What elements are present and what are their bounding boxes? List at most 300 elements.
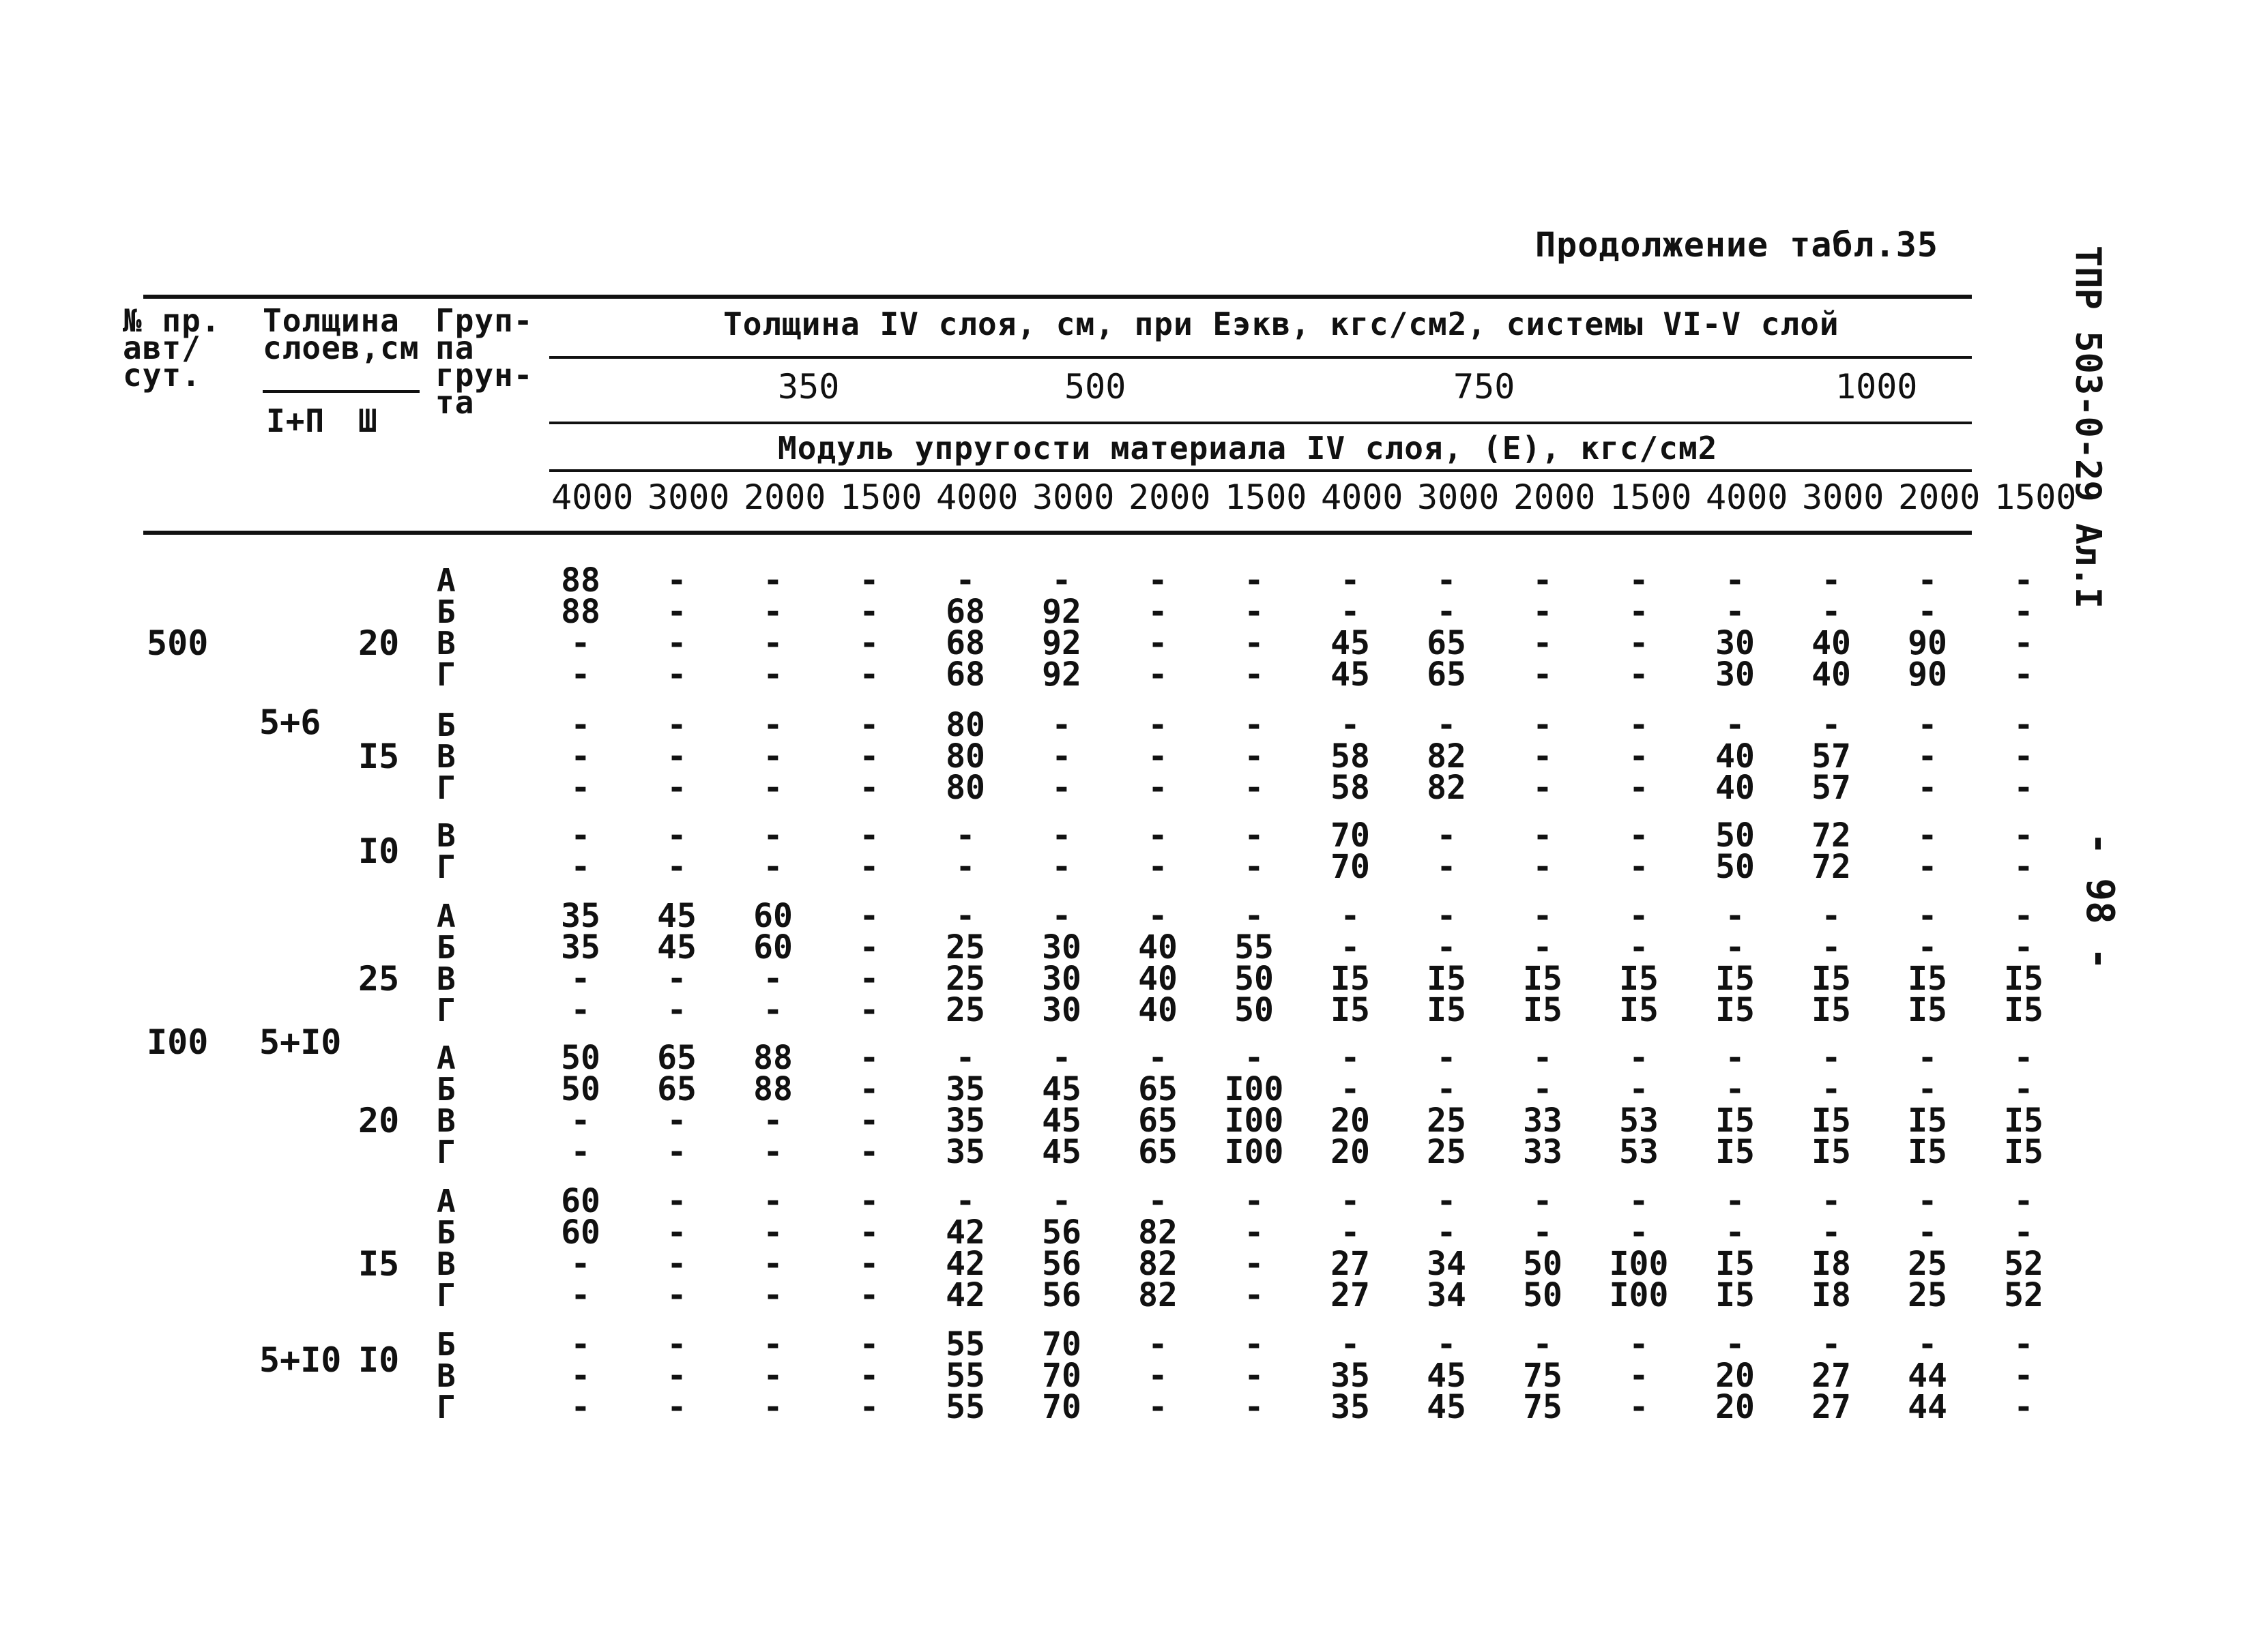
table-cell: I5 — [1715, 1133, 1755, 1171]
table-cell: 55 — [1234, 928, 1274, 967]
table-cell: - — [1532, 816, 1553, 855]
rule-thickness-sub — [263, 390, 420, 393]
table-cell: - — [859, 1182, 879, 1220]
table-cell: - — [1148, 624, 1168, 662]
table-cell: 88 — [753, 1039, 793, 1077]
value-column — [1120, 706, 1195, 807]
table-cell: - — [1340, 1039, 1360, 1077]
table-cell: I5 — [2004, 960, 2043, 998]
modulus-value: 4000 — [1321, 477, 1403, 517]
value-column — [639, 561, 714, 694]
table-cell: I00 — [1224, 1133, 1284, 1171]
table-cell: - — [667, 1133, 687, 1171]
table-cell: - — [859, 1276, 879, 1314]
table-cell: - — [1532, 737, 1553, 776]
eekv-1000: 1000 — [1835, 367, 1918, 407]
eekv-500: 500 — [1064, 367, 1126, 407]
table-cell: - — [1148, 848, 1168, 886]
table-cell: - — [1340, 1325, 1360, 1363]
table-cell: 50 — [1523, 1276, 1562, 1314]
thickness-3-value: I0 — [358, 831, 400, 871]
thickness-3-value: 25 — [358, 959, 400, 999]
soil-group: Г — [437, 849, 456, 885]
table-cell: - — [667, 655, 687, 694]
modulus-value: 1500 — [1225, 477, 1307, 517]
value-column — [1313, 706, 1388, 807]
table-cell: - — [763, 593, 783, 631]
table-cell: - — [1532, 1213, 1553, 1252]
soil-group-column — [437, 898, 456, 1029]
value-column — [1409, 561, 1484, 694]
value-column — [1313, 1039, 1388, 1171]
table-cell: 75 — [1523, 1357, 1562, 1395]
table-cell: - — [1436, 897, 1457, 935]
table-cell: 57 — [1811, 769, 1851, 807]
table-cell: 56 — [1042, 1213, 1081, 1252]
table-cell: - — [1340, 1070, 1360, 1108]
table-cell: - — [1821, 706, 1841, 744]
header-bottom-rule — [143, 531, 1972, 535]
table-cell: 57 — [1811, 737, 1851, 776]
table-cell: - — [570, 706, 591, 744]
table-cell: - — [1725, 1182, 1745, 1220]
value-column — [1794, 561, 1869, 694]
table-cell: 25 — [1427, 1102, 1466, 1140]
value-column — [832, 1182, 907, 1314]
table-cell: - — [1340, 1213, 1360, 1252]
table-cell: 70 — [1042, 1357, 1081, 1395]
value-column — [928, 561, 1003, 694]
table-cell: 25 — [946, 991, 985, 1029]
table-cell: - — [1244, 769, 1264, 807]
table-cell: I5 — [1523, 991, 1562, 1029]
table-cell: 45 — [1427, 1357, 1466, 1395]
table-cell: 44 — [1908, 1357, 1947, 1395]
table-cell: - — [1725, 928, 1745, 967]
header-thickness-12: I+П — [266, 402, 325, 439]
table-cell: - — [1244, 816, 1264, 855]
table-cell: - — [570, 624, 591, 662]
value-column — [1698, 1182, 1773, 1314]
soil-group: А — [437, 1039, 456, 1076]
rule-eekv — [549, 356, 1972, 359]
value-column — [1120, 1325, 1195, 1426]
table-cell: 53 — [1619, 1102, 1659, 1140]
table-cell: 65 — [1138, 1102, 1178, 1140]
table-cell: 56 — [1042, 1276, 1081, 1314]
table-cell: - — [955, 1182, 976, 1220]
table-cell: 53 — [1619, 1133, 1659, 1171]
value-column — [1505, 706, 1580, 807]
table-cell: - — [1629, 1388, 1649, 1426]
table-cell: - — [1148, 1388, 1168, 1426]
table-cell: 50 — [1234, 960, 1274, 998]
table-cell: 65 — [657, 1070, 697, 1108]
table-cell: - — [763, 1388, 783, 1426]
table-cell: - — [1051, 816, 1072, 855]
table-cell: 88 — [561, 561, 600, 600]
table-cell: 45 — [657, 928, 697, 967]
table-cell: - — [1532, 1039, 1553, 1077]
table-cell: - — [570, 1245, 591, 1283]
table-cell: - — [763, 737, 783, 776]
table-cell: 92 — [1042, 624, 1081, 662]
table-cell: I5 — [1715, 1245, 1755, 1283]
soil-group: Б — [437, 1071, 456, 1108]
table-cell: - — [1148, 561, 1168, 600]
value-column — [1313, 1325, 1388, 1426]
table-cell: - — [763, 1245, 783, 1283]
table-cell: - — [1051, 1039, 1072, 1077]
table-cell: 20 — [1330, 1102, 1370, 1140]
soil-group: В — [437, 738, 456, 775]
document-code: ТПР 503-0-29 Ал.I — [2067, 246, 2108, 609]
table-cell: - — [2013, 1213, 2034, 1252]
value-column — [736, 1325, 811, 1426]
table-cell: - — [1629, 593, 1649, 631]
thickness-12-value: 5+I0 — [259, 1022, 342, 1062]
value-column — [1024, 706, 1099, 807]
table-cell: - — [2013, 897, 2034, 935]
table-cell: 58 — [1330, 769, 1370, 807]
table-cell: - — [2013, 1388, 2034, 1426]
table-cell: - — [1436, 1182, 1457, 1220]
soil-group-column — [437, 1039, 456, 1170]
value-column — [1120, 897, 1195, 1029]
table-cell: - — [570, 1388, 591, 1426]
value-column — [1024, 1039, 1099, 1171]
table-cell: 50 — [1715, 816, 1755, 855]
value-column — [1601, 561, 1676, 694]
table-cell: - — [859, 1213, 879, 1252]
table-cell: - — [1244, 1245, 1264, 1283]
table-cell: 42 — [946, 1245, 985, 1283]
table-cell: - — [955, 848, 976, 886]
table-cell: 65 — [1427, 624, 1466, 662]
table-cell: I5 — [1619, 991, 1659, 1029]
table-cell: - — [1340, 1182, 1360, 1220]
table-cell: - — [1917, 593, 1938, 631]
table-cell: - — [1917, 1070, 1938, 1108]
table-cell: - — [955, 897, 976, 935]
table-cell: - — [570, 991, 591, 1029]
table-cell: 27 — [1330, 1276, 1370, 1314]
table-cell: - — [1148, 593, 1168, 631]
table-cell: 56 — [1042, 1245, 1081, 1283]
table-cell: - — [1436, 848, 1457, 886]
table-cell: - — [859, 1388, 879, 1426]
table-cell: - — [1821, 1070, 1841, 1108]
table-cell: - — [1629, 624, 1649, 662]
table-cell: - — [570, 769, 591, 807]
table-cell: - — [1436, 706, 1457, 744]
table-cell: 30 — [1715, 655, 1755, 694]
value-column — [1313, 561, 1388, 694]
value-column — [928, 1182, 1003, 1314]
table-cell: - — [570, 1133, 591, 1171]
value-column — [1986, 1039, 2061, 1171]
table-cell: I5 — [1523, 960, 1562, 998]
value-column — [1890, 706, 1965, 807]
table-cell: - — [1917, 1325, 1938, 1363]
table-cell: I5 — [1330, 960, 1370, 998]
value-column — [928, 897, 1003, 1029]
table-cell: - — [667, 1276, 687, 1314]
value-column — [1794, 706, 1869, 807]
table-cell: I5 — [1715, 991, 1755, 1029]
value-column — [639, 1325, 714, 1426]
value-column — [1024, 1325, 1099, 1426]
table-cell: - — [1244, 1388, 1264, 1426]
value-column — [928, 706, 1003, 807]
soil-group: А — [437, 562, 456, 599]
rule-modulus — [549, 422, 1972, 424]
table-cell: - — [667, 960, 687, 998]
modulus-value: 2000 — [1898, 477, 1981, 517]
table-cell: 65 — [1138, 1070, 1178, 1108]
table-cell: 60 — [561, 1213, 600, 1252]
value-column — [1313, 897, 1388, 1029]
table-cell: 68 — [946, 655, 985, 694]
table-cell: - — [570, 1276, 591, 1314]
table-cell: - — [859, 1102, 879, 1140]
table-cell: - — [859, 593, 879, 631]
value-column — [1024, 816, 1099, 886]
table-cell: 35 — [1330, 1388, 1370, 1426]
table-cell: 45 — [1042, 1133, 1081, 1171]
table-cell: - — [1244, 897, 1264, 935]
table-cell: - — [667, 816, 687, 855]
table-cell: I5 — [1427, 960, 1466, 998]
value-column — [1505, 816, 1580, 886]
table-cell: - — [1148, 769, 1168, 807]
table-cell: - — [1244, 1276, 1264, 1314]
value-column — [1794, 897, 1869, 1029]
table-cell: I5 — [1715, 960, 1755, 998]
value-column — [1409, 1182, 1484, 1314]
table-cell: 45 — [1042, 1070, 1081, 1108]
table-cell: 82 — [1138, 1276, 1178, 1314]
table-cell: - — [1148, 737, 1168, 776]
table-cell: - — [1629, 1325, 1649, 1363]
table-cell: - — [1244, 655, 1264, 694]
table-cell: - — [667, 1102, 687, 1140]
soil-group: Г — [437, 656, 456, 693]
table-cell: - — [1725, 593, 1745, 631]
table-cell: - — [1821, 561, 1841, 600]
table-cell: 80 — [946, 706, 985, 744]
table-cell: - — [763, 1213, 783, 1252]
value-column — [832, 1039, 907, 1171]
table-cell: 33 — [1523, 1102, 1562, 1140]
value-column — [1698, 897, 1773, 1029]
header-col-thickness: Толщина слоев,см — [263, 302, 420, 366]
table-cell: - — [1244, 593, 1264, 631]
table-cell: 25 — [946, 960, 985, 998]
table-cell: - — [1340, 593, 1360, 631]
table-cell: - — [1629, 769, 1649, 807]
value-column — [1409, 1039, 1484, 1171]
value-column — [832, 561, 907, 694]
table-cell: - — [570, 1325, 591, 1363]
table-cell: - — [763, 1182, 783, 1220]
modulus-value: 2000 — [1128, 477, 1211, 517]
table-cell: - — [2013, 928, 2034, 967]
table-cell: - — [1821, 1213, 1841, 1252]
table-cell: 35 — [1330, 1357, 1370, 1395]
value-column — [1217, 1325, 1292, 1426]
value-column — [832, 897, 907, 1029]
table-cell: - — [1436, 1325, 1457, 1363]
value-column — [736, 706, 811, 807]
table-cell: - — [570, 1357, 591, 1395]
table-cell: - — [859, 991, 879, 1029]
value-column — [1505, 1325, 1580, 1426]
value-column — [1794, 816, 1869, 886]
table-cell: 34 — [1427, 1276, 1466, 1314]
table-cell: - — [1436, 1070, 1457, 1108]
table-cell: - — [1148, 1039, 1168, 1077]
table-cell: I5 — [1811, 991, 1851, 1029]
value-column — [1890, 816, 1965, 886]
modulus-value: 1500 — [1610, 477, 1692, 517]
table-cell: - — [1340, 897, 1360, 935]
table-cell: - — [1244, 1357, 1264, 1395]
thickness-3-value: I5 — [358, 1244, 400, 1284]
table-cell: 90 — [1908, 655, 1947, 694]
value-column — [1986, 1325, 2061, 1426]
table-cell: - — [1340, 561, 1360, 600]
table-cell: 65 — [1138, 1133, 1178, 1171]
table-cell: 25 — [946, 928, 985, 967]
table-cell: - — [1725, 561, 1745, 600]
table-cell: 82 — [1427, 737, 1466, 776]
table-cell: 52 — [2004, 1245, 2043, 1283]
table-cell: - — [1725, 1070, 1745, 1108]
table-cell: - — [1629, 1070, 1649, 1108]
modulus-value: 4000 — [936, 477, 1019, 517]
table-cell: - — [1629, 928, 1649, 967]
value-column — [1313, 1182, 1388, 1314]
table-cell: - — [1148, 1182, 1168, 1220]
table-cell: 55 — [946, 1357, 985, 1395]
table-cell: - — [1917, 769, 1938, 807]
value-column — [1890, 561, 1965, 694]
table-cell: - — [859, 816, 879, 855]
value-column — [1217, 816, 1292, 886]
table-cell: 82 — [1138, 1245, 1178, 1283]
table-cell: - — [1629, 897, 1649, 935]
table-cell: - — [1244, 737, 1264, 776]
table-cell: 60 — [753, 928, 793, 967]
table-cell: - — [570, 655, 591, 694]
page-number: - 98 - — [2078, 832, 2122, 971]
soil-group: В — [437, 1357, 456, 1394]
table-cell: - — [2013, 1325, 2034, 1363]
modulus-value: 4000 — [1706, 477, 1788, 517]
value-column — [1505, 561, 1580, 694]
table-cell: 40 — [1811, 655, 1851, 694]
table-cell: I00 — [1224, 1102, 1284, 1140]
table-cell: 35 — [561, 928, 600, 967]
table-cell: - — [570, 737, 591, 776]
table-cell: I5 — [1908, 1102, 1947, 1140]
table-cell: - — [859, 624, 879, 662]
table-cell: - — [1629, 655, 1649, 694]
table-cell: - — [1436, 816, 1457, 855]
table-cell: 35 — [946, 1102, 985, 1140]
table-cell: 42 — [946, 1213, 985, 1252]
table-cell: - — [955, 816, 976, 855]
table-cell: 45 — [1330, 655, 1370, 694]
table-cell: - — [763, 960, 783, 998]
table-cell: - — [1629, 1182, 1649, 1220]
table-cell: - — [1725, 1213, 1745, 1252]
table-cell: 90 — [1908, 624, 1947, 662]
value-column — [1601, 1325, 1676, 1426]
table-cell: - — [955, 1039, 976, 1077]
table-cell: - — [859, 561, 879, 600]
table-cell: 58 — [1330, 737, 1370, 776]
table-cell: - — [1051, 769, 1072, 807]
table-cell: - — [1725, 1325, 1745, 1363]
table-cell: - — [667, 848, 687, 886]
table-cell: I5 — [1908, 960, 1947, 998]
table-cell: 35 — [946, 1070, 985, 1108]
value-column — [639, 1182, 714, 1314]
table-cell: 30 — [1042, 991, 1081, 1029]
table-cell: - — [1629, 816, 1649, 855]
soil-group-column — [437, 817, 456, 885]
value-column — [1890, 1182, 1965, 1314]
table-cell: - — [763, 991, 783, 1029]
header-col-group: Груп- па грун- та — [435, 302, 534, 421]
table-cell: - — [2013, 1357, 2034, 1395]
soil-group: В — [437, 960, 456, 997]
value-column — [1217, 897, 1292, 1029]
table-cell: - — [1244, 848, 1264, 886]
table-cell: - — [667, 1388, 687, 1426]
table-cell: - — [2013, 561, 2034, 600]
soil-group: В — [437, 625, 456, 662]
table-cell: I5 — [1715, 1276, 1755, 1314]
table-cell: 20 — [1330, 1133, 1370, 1171]
value-column — [1505, 1182, 1580, 1314]
value-column — [736, 816, 811, 886]
table-cell: 45 — [1042, 1102, 1081, 1140]
table-cell: - — [667, 624, 687, 662]
modulus-value: 3000 — [1802, 477, 1884, 517]
table-cell: - — [859, 1039, 879, 1077]
table-cell: - — [1244, 561, 1264, 600]
eekv-350: 350 — [778, 367, 840, 407]
table-cell: - — [1917, 816, 1938, 855]
table-cell: - — [1917, 706, 1938, 744]
table-cell: - — [1051, 737, 1072, 776]
thickness-3-value: 20 — [358, 1101, 400, 1140]
table-cell: 82 — [1427, 769, 1466, 807]
table-cell: 60 — [561, 1182, 600, 1220]
value-column — [1120, 816, 1195, 886]
table-cell: - — [859, 1325, 879, 1363]
value-column — [1794, 1039, 1869, 1171]
value-column — [1120, 1039, 1195, 1171]
table-cell: 65 — [657, 1039, 697, 1077]
table-cell: 72 — [1811, 816, 1851, 855]
table-cell: - — [955, 561, 976, 600]
table-cell: - — [1725, 706, 1745, 744]
table-cell: I00 — [1609, 1245, 1669, 1283]
